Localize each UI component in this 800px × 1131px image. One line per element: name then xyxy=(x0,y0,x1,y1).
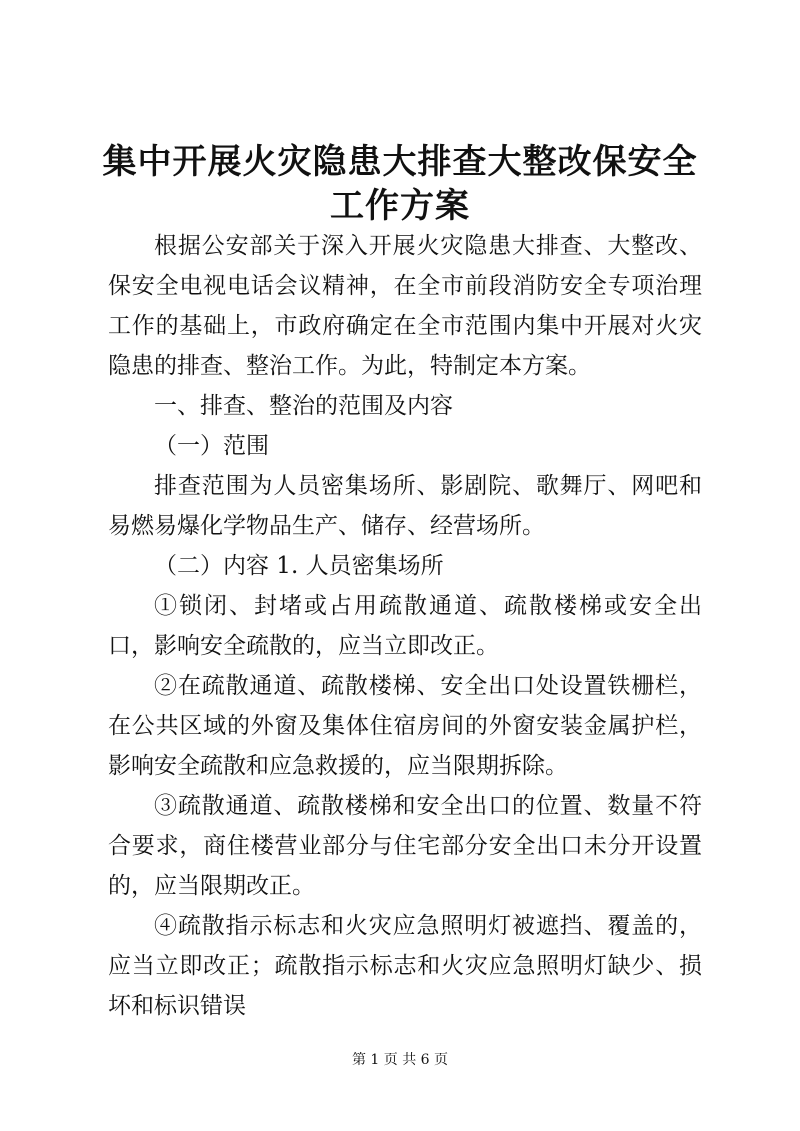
list-item: ①锁闭、封堵或占用疏散通道、疏散楼梯或安全出口，影响安全疏散的，应当立即改正。 xyxy=(108,593,702,659)
list-item: ②在疏散通道、疏散楼梯、安全出口处设置铁栅栏，在公共区域的外窗及集体住宿房间的外窗安装金属护栏，影响安全疏散和应急救援的，应当限期拆除。 xyxy=(108,673,702,779)
list-item: ③疏散通道、疏散楼梯和安全出口的位置、数量不符合要求，商住楼营业部分与住宅部分安全出口未分开设置的，应当限期改正。 xyxy=(108,793,702,899)
page-footer: 第 1 页 共 6 页 xyxy=(351,1052,449,1068)
document-body xyxy=(108,226,702,1026)
list-item: ④疏散指示标志和火灾应急照明灯被遮挡、覆盖的，应当立即改正；疏散指示标志和火灾应急照明灯缺少、损坏和标识错误 xyxy=(108,913,702,1019)
paragraph-scope: 排查范围为人员密集场所、影剧院、歌舞厅、网吧和易燃易爆化学物品生产、储存、经营场所。 xyxy=(108,473,702,539)
subsection-heading: （一）范围 xyxy=(154,433,269,459)
paragraph-intro: 根据公安部关于深入开展火灾隐患大排查、大整改、保安全电视电话会议精神，在全市前段消防安全专项治理工作的基础上，市政府确定在全市范围内集中开展对火灾隐患的排查、整治工作。为此，特制定本方案。 xyxy=(108,233,702,379)
section-heading: 一、排查、整治的范围及内容 xyxy=(154,393,453,419)
document-title: 集中开展火灾隐患大排查大整改保安全工作方案 xyxy=(102,142,698,226)
subsection-heading: （二）内容 1. 人员密集场所 xyxy=(154,553,444,579)
